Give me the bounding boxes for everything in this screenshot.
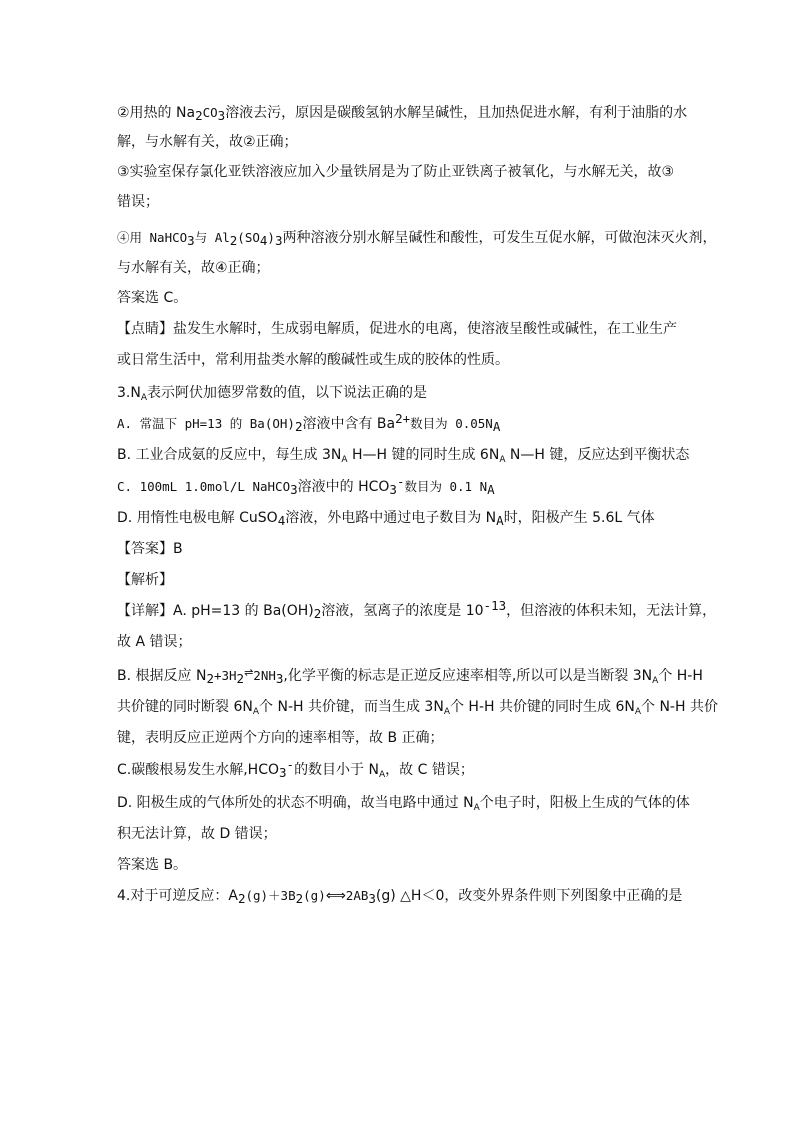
item-4-line-1: ④用 NaHCO$_3$与 $Al_2(SO_4)_3$两种溶液分别水解呈碱性和酸性，可发生互促水解，可做泡沫灭火剂， [117, 230, 717, 248]
q3-analysis-heading: 【解析】 [117, 572, 173, 588]
question-3-stem: $3.N_A$表示阿伏加德罗常数的值，以下说法正确的是 [117, 385, 428, 403]
q3-detail-b-line-1: B. 根据反应 $N_2+3H_2\rightleftharpoons 2NH_3$,化学平衡的标志是正逆反应速率相等,所以可以是当断裂 $3N_A$个 H-H [117, 666, 703, 686]
q3-detail-d-line-2: 积无法计算，故 D 错误； [117, 826, 277, 842]
question-4-stem: 4.对于可逆反应：$A_2(g)+3B_2(g)⟺2AB_3(g)$ △H＜0，改变外界条件则下列图象中正确的是 [117, 888, 683, 906]
note-line-1: 【点睛】盐发生水解时，生成弱电解质，促进水的电离，使溶液呈酸性或碱性，在工业生产 [117, 321, 677, 337]
q3-answer: 【答案】B [117, 541, 183, 557]
long-equilibrium-arrow-icon: ⟺ [325, 888, 346, 904]
equilibrium-arrow-icon: ⇌ [244, 666, 254, 679]
q3-option-a: A. 常温下 pH=13 的 $Ba(OH)_2$溶液中含有 $Ba^{2+}$数目为 $0.05N_A$ [117, 411, 501, 434]
q3-detail-c: C.碳酸根易发生水解$,HCO_3^-$的数目小于 $N_A$，故 C 错误； [117, 757, 474, 780]
q3-option-d: D. 用惰性电极电解 CuSO$_4$溶液，外电路中通过电子数目为 $N_A$时，阳极产生 5.6L 气体 [117, 510, 655, 528]
q3-detail-b-line-2: 共价键的同时断裂 $6N_A$个 N-H 共价键，而当生成 $3N_A$个 H-H 共价键的同时生成 $6N_A$个 N-H 共价 [117, 699, 718, 717]
q3-final-answer: 答案选 B。 [117, 857, 188, 873]
q3-detail-b-line-3: 键，表明反应正逆两个方向的速率相等，故 B 正确； [117, 730, 444, 746]
q3-detail-a-line-1: 【详解】A. pH=13 的 $Ba(OH)_2$溶液，氢离子的浓度是 $10^{-13}$，但溶液的体积未知，无法计算， [117, 598, 717, 621]
q3-option-c: C. 100mL 1.0mol/L NaHCO$_3$溶液中的 $HCO_3^-$数目为 0.1 $N_A$ [117, 474, 495, 497]
item-2-line-1: ②用热的 $Na_2CO_3$溶液去污，原因是碳酸氢钠水解呈碱性，且加热促进水解，有利于油脂的水 [117, 105, 688, 123]
item-3-line-2: 错误； [117, 194, 159, 210]
item-2-line-2: 解，与水解有关，故②正确； [117, 134, 298, 150]
item-3-line-1: ③实验室保存氯化亚铁溶液应加入少量铁屑是为了防止亚铁离子被氧化，与水解无关，故③ [117, 164, 675, 180]
answer-c: 答案选 C。 [117, 290, 188, 306]
q3-option-b: B. 工业合成氨的反应中，每生成 $3N_A$ H—H 键的同时生成 $6N_A$ N—H 键，反应达到平衡状态 [117, 447, 690, 465]
q3-detail-d-line-1: D. 阳极生成的气体所处的状态不明确，故当电路中通过 $N_A$个电子时，阳极上生成的气体的体 [117, 795, 690, 813]
q3-detail-a-line-2: 故 A 错误； [117, 634, 192, 650]
note-line-2: 或日常生活中，常利用盐类水解的酸碱性或生成的胶体的性质。 [117, 352, 509, 368]
item-4-line-2: 与水解有关，故④正确； [117, 260, 270, 276]
